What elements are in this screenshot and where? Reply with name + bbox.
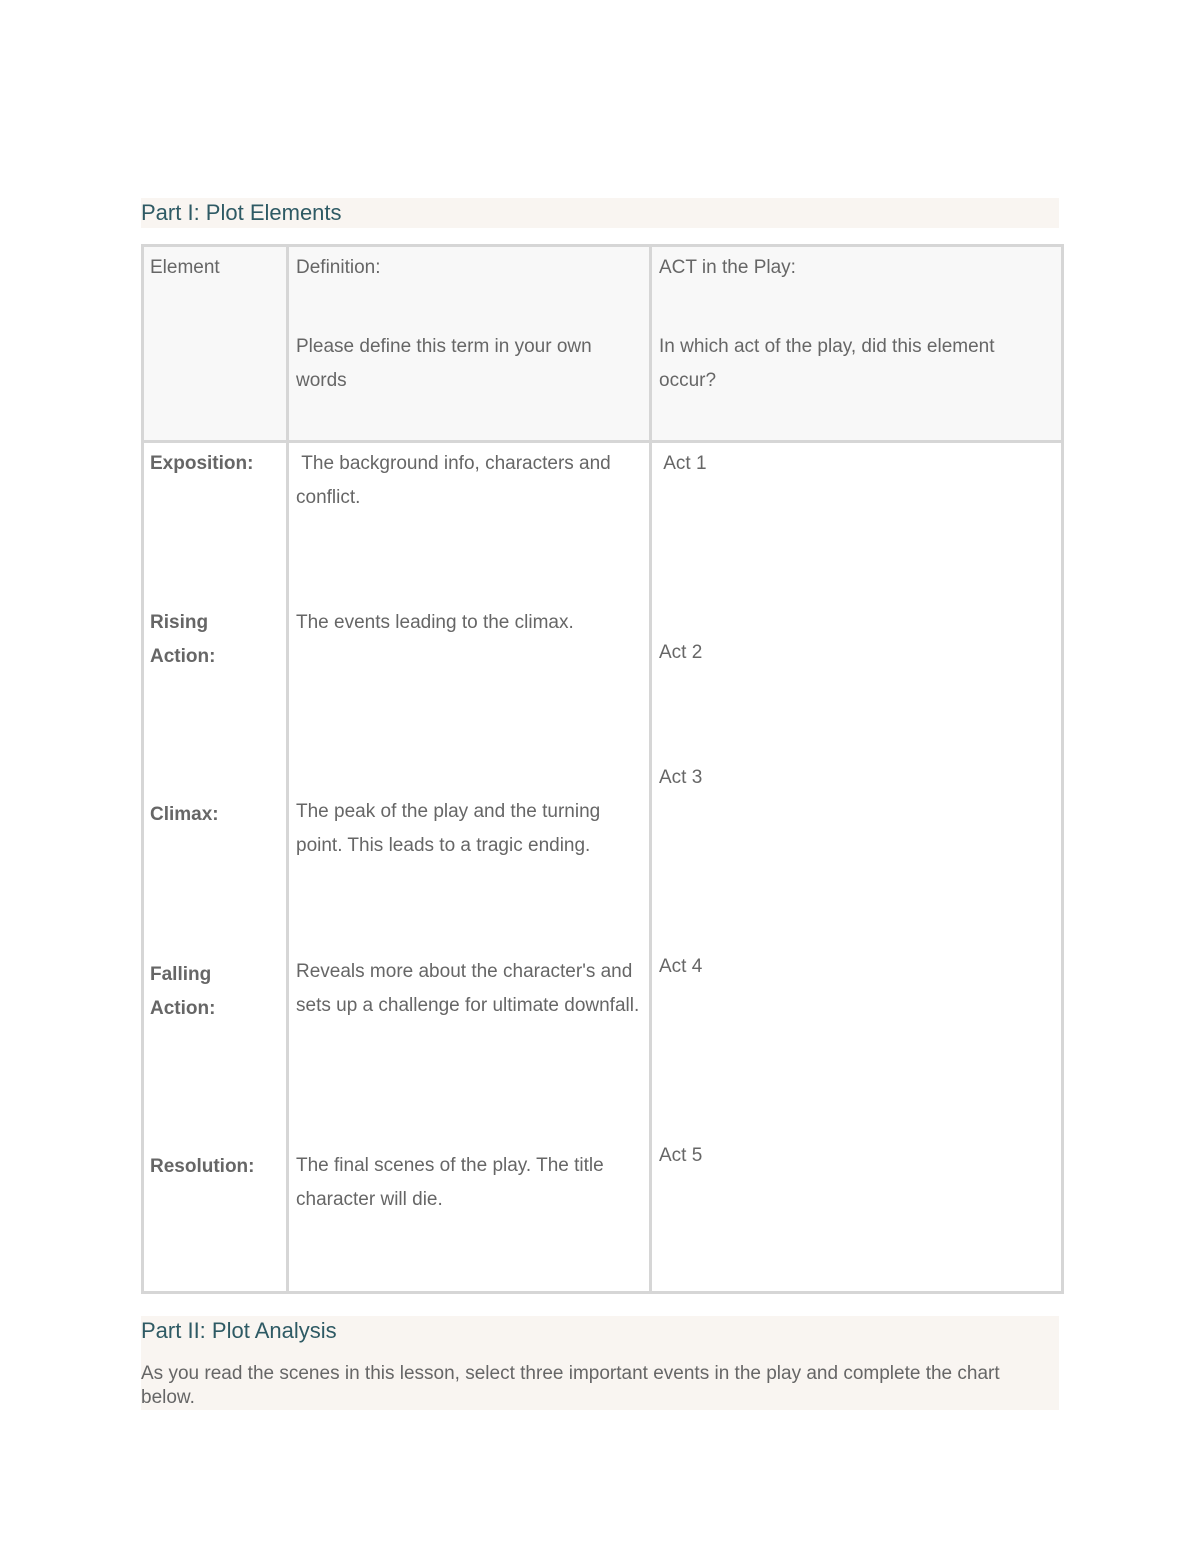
element-resolution: Resolution: [150,1156,255,1177]
part1-title: Part I: Plot Elements [141,200,342,225]
header-act-instruction: In which act of the play, did this element occur? [659,336,995,391]
definition-column [288,442,651,1293]
definition-exposition: The background info, characters and conflict. [296,453,617,508]
act-rising-action: Act 2 [659,642,703,663]
act-exposition: Act 1 [659,453,707,474]
act-resolution: Act 5 [659,1145,703,1166]
definition-rising-action: The events leading to the climax. [296,612,574,633]
header-definition-label: Definition: [296,257,381,278]
element-exposition: Exposition: [150,453,254,474]
definition-resolution: The final scenes of the play. The title character will die. [296,1155,604,1210]
table-header-row [143,246,1063,442]
part2-description: As you read the scenes in this lesson, select three important events in the play and complete the chart below. [141,1363,1000,1408]
definition-climax: The peak of the play and the turning point. This leads to a tragic ending. [296,801,601,856]
header-element-label: Element [150,257,220,278]
definition-falling-action: Reveals more about the character's and sets up a challenge for ultimate downfall. [296,961,640,1016]
table-body-row [143,442,1063,1293]
act-falling-action: Act 4 [659,956,703,977]
plot-elements-table [141,244,1064,1294]
element-falling-action: Falling Action: [150,964,216,1019]
act-column [651,442,1063,1293]
part2-header [141,1316,1059,1410]
element-climax: Climax: [150,804,219,825]
header-cell-element [143,246,288,442]
header-cell-act [651,246,1063,442]
part1-header [141,198,1059,228]
header-act-label: ACT in the Play: [659,257,796,278]
part2-title: Part II: Plot Analysis [141,1318,337,1343]
header-definition-instruction: Please define this term in your own words [296,336,592,391]
header-cell-definition [288,246,651,442]
act-climax: Act 3 [659,767,703,788]
element-column [143,442,288,1293]
element-rising-action: Rising Action: [150,612,216,667]
